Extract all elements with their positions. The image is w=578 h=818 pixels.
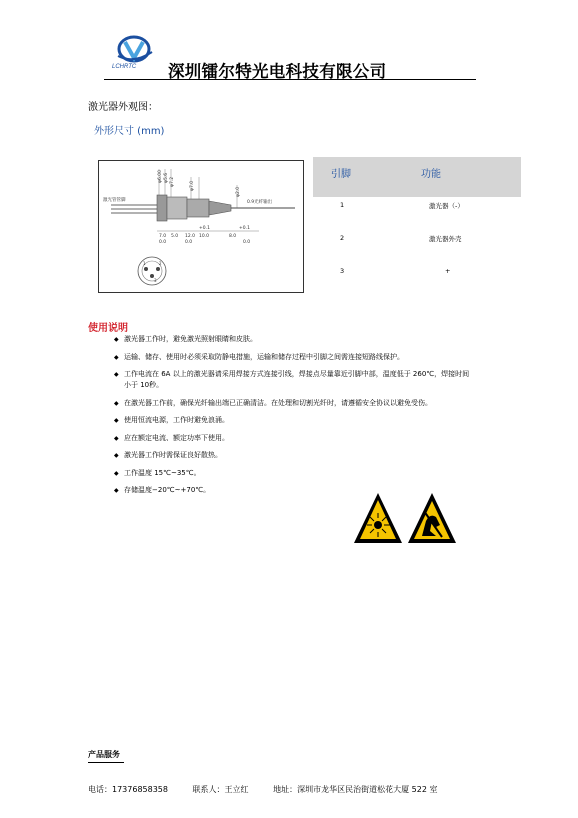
usage-item: ◆ 存储温度−20℃~+70℃。 (114, 485, 474, 496)
label-tube: 激光管管脚 (103, 198, 126, 203)
usage-item: ◆ 运输、储存、使用时必须采取防静电措施，运输和储存过程中引脚之间需连接短路线保护。 (114, 352, 474, 363)
tol-label: +0.1 (239, 226, 250, 231)
usage-item: ◆ 激光器工作时，避免激光照射眼睛和皮肤。 (114, 334, 474, 345)
contact-person: 联系人：王立红 (192, 785, 249, 794)
usage-item: ◆ 使用恒流电源，工作时避免浪涌。 (114, 415, 474, 426)
usage-item: ◆ 激光器工作时需保证良好散热。 (114, 450, 474, 461)
pin-row (313, 197, 521, 230)
service-title: 产品服务 (88, 750, 120, 759)
usage-item: ◆ 应在额定电流、额定功率下使用。 (114, 433, 474, 444)
tol-label: 0.0 (159, 240, 167, 245)
pin-number: 2 (159, 261, 162, 266)
pin-header: 引脚 (331, 169, 351, 180)
dim-label: 10.0 (199, 234, 210, 239)
company-name: 深圳镭尔特光电科技有限公司 (168, 62, 387, 81)
warning-signs (352, 491, 456, 547)
function-cell: 激光器外壳 (429, 235, 462, 243)
phone-text: 电话：17376858358 (88, 785, 168, 794)
usage-title: 使用说明 (88, 323, 128, 334)
dim-label: 12.0 (185, 234, 196, 239)
pin-cell: 1 (340, 201, 345, 209)
esd-warning-icon (408, 493, 456, 543)
label-fiber: 0.9光纤输出 (247, 200, 273, 205)
pin-row (313, 230, 521, 263)
address-text: 地址：深圳市龙华区民治街道松花大厦 522 室 (273, 785, 438, 794)
usage-item: ◆ 工作温度 15℃~35℃。 (114, 468, 474, 479)
pin-number: 1 (143, 261, 146, 266)
function-header: 功能 (421, 169, 441, 180)
usage-item: ◆ 在激光器工作前，确保光纤输出端已正确清洁。在处理和切割光纤时，请遵循安全协议以避免受伤。 (114, 398, 474, 409)
laser-warning-icon (354, 493, 402, 543)
dim-label: 5.0 (171, 234, 179, 239)
section-title: 激光器外观图： (88, 102, 158, 113)
pin-cell: 2 (340, 234, 345, 242)
logo-text: LCHRTC (112, 64, 137, 70)
dim-label: 7.0 (159, 234, 167, 239)
service-rule (88, 762, 124, 763)
dimension-drawing (98, 160, 304, 293)
contact-footer (88, 784, 459, 795)
diam-label: φ7.0 (190, 180, 195, 191)
tol-label: +0.1 (199, 226, 210, 231)
diam-label: φ6.00 (158, 170, 163, 183)
tol-label: 0.0 (185, 240, 193, 245)
pin-row (313, 263, 521, 296)
function-cell: 激光器（-） (429, 202, 464, 210)
pin-number: 3 (154, 278, 157, 283)
pin-table (313, 157, 521, 296)
pin-cell: 3 (340, 267, 345, 275)
diam-label: φ5.6 (164, 172, 169, 183)
pin-table-header (313, 157, 521, 197)
dim-label: 8.0 (229, 234, 237, 239)
function-cell: + (445, 267, 451, 275)
subsection-title: 外形尺寸 (mm) (94, 126, 165, 137)
usage-item: ◆ 工作电流在 6A 以上的激光器请采用焊接方式连接引线，焊接点尽量靠近引脚中部，温度低于 260℃，焊接时间小于 10秒。 (114, 369, 474, 391)
tol-label: 0.0 (243, 240, 251, 245)
drawing-svg (99, 161, 303, 292)
header-rule (104, 79, 476, 80)
diam-label: φ2.0 (236, 186, 241, 197)
usage-list (114, 334, 474, 503)
diam-label: φ7.2 (170, 176, 175, 187)
